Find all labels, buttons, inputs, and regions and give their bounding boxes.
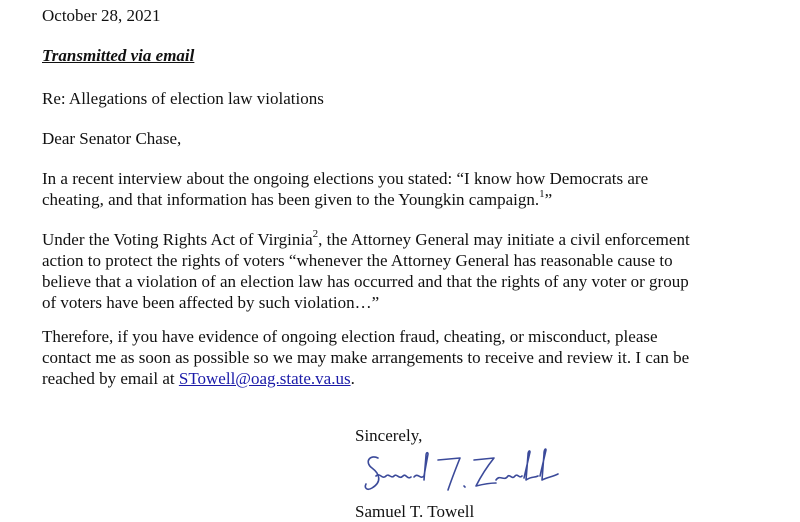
footnote-marker-1[interactable]: 1 <box>539 188 545 201</box>
handwritten-signature <box>362 446 562 498</box>
paragraph-line <box>42 368 742 389</box>
letter-date: October 28, 2021 <box>42 6 161 25</box>
closing-quote: ” <box>544 190 553 209</box>
paragraph-voting-rights-act <box>42 229 742 313</box>
transmitted-via-email-label: Transmitted via email <box>42 46 195 65</box>
paragraph-line: of voters have been affected by such violation…” <box>42 293 380 312</box>
paragraph-text: . <box>350 369 355 388</box>
paragraph-line: Therefore, if you have evidence of ongoing election fraud, cheating, or misconduct, please <box>42 327 658 346</box>
paragraph-text: , the Attorney General may initiate a civil enforcement <box>318 230 690 249</box>
salutation: Dear Senator Chase, <box>42 129 182 148</box>
paragraph-line: contact me as soon as possible so we may make arrangements to receive and review it. I can be <box>42 348 690 367</box>
paragraph-request-evidence <box>42 326 742 389</box>
signer-name: Samuel T. Towell <box>355 502 475 521</box>
footnote-marker-2[interactable]: 2 <box>312 228 319 241</box>
paragraph-text: Under the Voting Rights Act of Virginia <box>42 230 313 249</box>
email-link[interactable]: STowell@oag.state.va.us <box>178 369 351 388</box>
paragraph-interview-quote <box>42 168 742 210</box>
closing-sincerely: Sincerely, <box>355 426 423 445</box>
paragraph-line: action to protect the rights of voters “whenever the Attorney General has reasonable cause to <box>42 251 673 270</box>
subject-line: Re: Allegations of election law violations <box>42 89 324 108</box>
paragraph-line <box>42 189 742 210</box>
paragraph-text: reached by email at <box>42 369 179 388</box>
paragraph-line <box>42 229 742 250</box>
paragraph-text: In a recent interview about the ongoing elections you stated: “I know how Democrats are <box>42 169 649 188</box>
paragraph-line <box>42 168 742 189</box>
paragraph-line: believe that a violation of an election law has occurred and that the rights of any voter or group <box>42 272 689 291</box>
paragraph-text: cheating, and that information has been given to the Youngkin campaign. <box>42 190 540 209</box>
